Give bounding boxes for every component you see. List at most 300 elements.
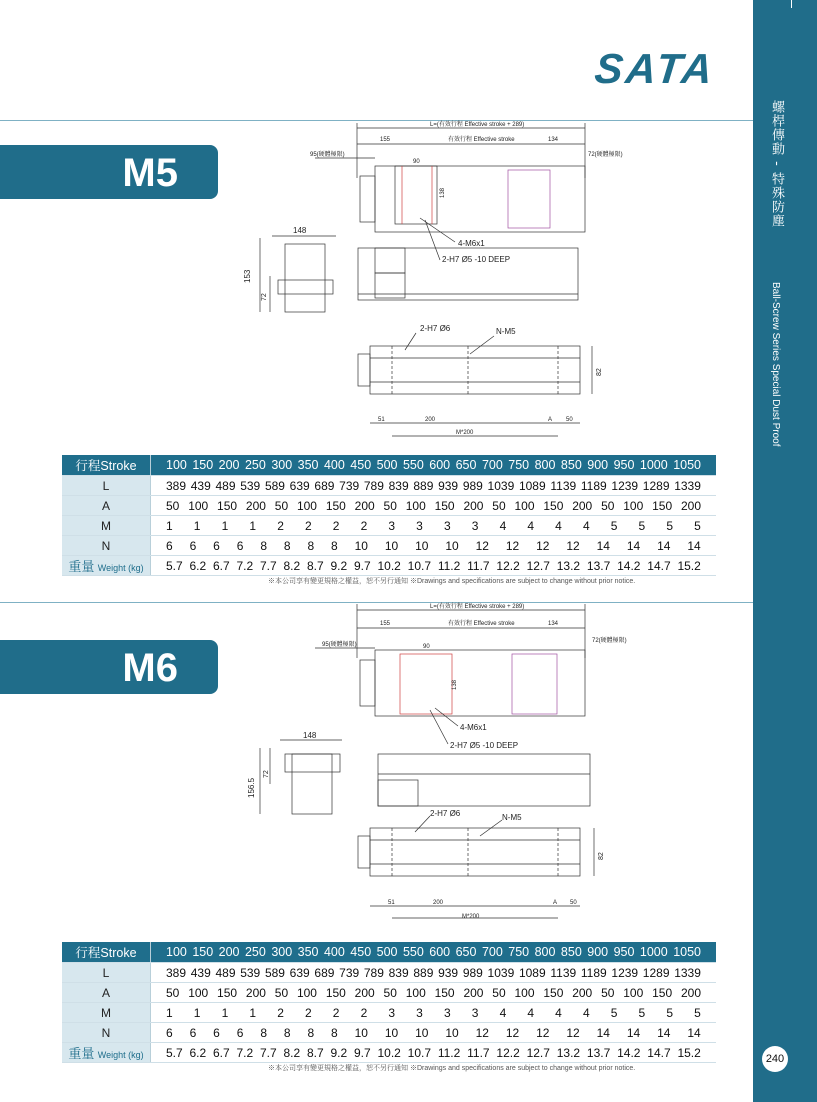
cell-value: 3 <box>416 518 423 533</box>
cell-value: 150 <box>325 985 346 1000</box>
dim-m200: M*200 <box>462 914 480 920</box>
cell-value: 8 <box>307 1025 315 1040</box>
cell-value: 2 <box>277 518 284 533</box>
cell-value: 150 <box>543 498 564 513</box>
cell-value: 8.2 <box>283 558 301 573</box>
dim-200: 200 <box>425 417 436 423</box>
cell-value: 5 <box>610 1005 618 1020</box>
dim-72-limit: 72(硬體極限) <box>588 152 623 158</box>
cell-value: 9.2 <box>330 558 348 573</box>
dim-effective-stroke: 有效行程 Effective stroke <box>448 621 515 627</box>
cell-value: 550 <box>402 945 424 959</box>
cell-value: 100 <box>296 498 317 513</box>
dim-72-limit: 72(硬體極限) <box>592 638 627 644</box>
cell-value: 100 <box>188 985 209 1000</box>
cell-value: 1 <box>193 518 201 533</box>
cell-value: 589 <box>264 965 285 980</box>
cell-value: 1039 <box>487 965 515 980</box>
spec-row <box>62 476 716 496</box>
cell-value: 6 <box>166 1025 173 1040</box>
cell-value: 539 <box>240 478 261 493</box>
m5-drawing <box>230 118 623 448</box>
dim-134: 134 <box>548 621 559 627</box>
cell-value: 8 <box>283 538 291 553</box>
cell-value: 50 <box>274 985 289 1000</box>
cell-value: 50 <box>166 498 180 513</box>
cell-value: 1189 <box>580 965 607 980</box>
dim-138: 138 <box>452 679 458 690</box>
cell-value: 11.7 <box>467 1045 490 1060</box>
cell-value: 2 <box>360 518 368 533</box>
cell-value: 300 <box>271 945 293 959</box>
cell-value: 14 <box>596 1025 610 1040</box>
cell-value: 8 <box>260 1025 267 1040</box>
label-pin-h7-6: 2-H7 Ø6 <box>430 809 461 818</box>
cell-value: 14.7 <box>647 558 671 573</box>
cell-value: 12.2 <box>496 558 520 573</box>
cell-value: 50 <box>274 498 289 513</box>
dim-148: 148 <box>303 731 317 740</box>
cell-value: 13.7 <box>586 1045 611 1060</box>
cell-value: 4 <box>555 518 562 533</box>
cell-value: 1289 <box>642 478 670 493</box>
spec-row <box>62 1023 716 1043</box>
row-label <box>62 1043 151 1063</box>
cell-value: 1 <box>221 1005 229 1020</box>
cell-value: 1 <box>221 518 229 533</box>
label-mount-holes: 4-M6x1 <box>460 723 487 732</box>
label-n-m5: N-M5 <box>502 813 522 822</box>
cell-value: 50 <box>166 985 180 1000</box>
cell-value: 200 <box>680 985 701 1000</box>
cell-value: 10 <box>384 1025 399 1040</box>
cell-value: 50 <box>492 985 506 1000</box>
sidebar-title-en: Ball-Screw Series Special Dust Proof <box>770 282 781 447</box>
dim-overall-length: L=(有效行程 Effective stroke + 289) <box>430 122 525 128</box>
m6-height-dim: 156.5 <box>247 777 256 798</box>
cell-value: 6 <box>166 538 173 553</box>
cell-value: 5 <box>638 1005 646 1020</box>
cell-value: 5 <box>666 1005 674 1020</box>
cell-value: 11.2 <box>437 558 461 573</box>
cell-value: 2 <box>304 1005 312 1020</box>
label-pin-holes: 2-H7 Ø5 -10 DEEP <box>450 741 519 750</box>
cell-value: 739 <box>339 965 360 980</box>
cell-value: 389 <box>166 965 187 980</box>
cell-value: 7.2 <box>236 558 254 573</box>
spec-row <box>62 455 716 476</box>
cell-value: 3 <box>416 1005 423 1020</box>
cell-value: 6.7 <box>213 558 230 573</box>
dim-51: 51 <box>378 417 385 423</box>
cell-value: 4 <box>555 1005 562 1020</box>
label-mount-holes: 4-M6x1 <box>458 239 485 248</box>
cell-value: 3 <box>388 1005 396 1020</box>
spec-table-m5 <box>62 455 716 576</box>
cell-value: 6.7 <box>213 1045 230 1060</box>
cell-value: 639 <box>289 965 310 980</box>
cell-value: 1050 <box>673 945 701 959</box>
cell-value: 3 <box>471 518 479 533</box>
cell-value: 4 <box>527 1005 535 1020</box>
dim-50: 50 <box>566 417 573 423</box>
cell-value: 100 <box>514 985 535 1000</box>
cell-value: 9.7 <box>354 558 371 573</box>
cell-value: 600 <box>429 945 451 959</box>
model-title: M6 <box>122 646 178 690</box>
cell-value: 150 <box>652 498 673 513</box>
cell-value: 900 <box>587 458 609 472</box>
spec-row <box>62 536 716 556</box>
cell-value: 10 <box>415 538 429 553</box>
cell-value: 5 <box>638 518 646 533</box>
page-number: 240 <box>762 1046 788 1072</box>
cell-value: 989 <box>462 965 483 980</box>
row-label: L <box>62 476 151 496</box>
cell-value: 589 <box>264 478 285 493</box>
cell-value: 100 <box>296 985 317 1000</box>
dim-200: 200 <box>433 900 444 906</box>
cell-value: 5.7 <box>166 1045 183 1060</box>
cell-value: 14 <box>687 1025 701 1040</box>
dim-82: 82 <box>598 852 605 860</box>
cell-value: 3 <box>388 518 396 533</box>
cell-value: 8 <box>307 538 315 553</box>
cell-value: 6.2 <box>189 558 207 573</box>
cell-value: 8 <box>331 1025 338 1040</box>
cell-value: 300 <box>271 458 293 472</box>
cell-value: 200 <box>354 498 375 513</box>
cell-value: 200 <box>463 498 484 513</box>
cell-value: 12.2 <box>496 1045 520 1060</box>
cell-value: 50 <box>383 985 397 1000</box>
cell-value: 10 <box>354 538 368 553</box>
row-label: 行程Stroke <box>62 942 151 963</box>
cell-value: 11.7 <box>467 558 490 573</box>
cell-value: 200 <box>463 985 484 1000</box>
cell-value: 1 <box>249 1005 257 1020</box>
cell-value: 14 <box>596 538 610 553</box>
cell-value: 9.7 <box>354 1045 371 1060</box>
cell-value: 10 <box>445 538 459 553</box>
cell-value: 150 <box>434 498 455 513</box>
cell-value: 800 <box>534 945 556 959</box>
cell-value: 2 <box>332 1005 340 1020</box>
cell-value: 150 <box>192 945 214 959</box>
cell-value: 1339 <box>674 478 701 493</box>
cell-value: 439 <box>190 965 211 980</box>
cell-value: 750 <box>508 945 530 959</box>
dim-overall-length: L=(有效行程 Effective stroke + 289) <box>430 604 525 610</box>
cell-value: 4 <box>582 518 590 533</box>
cell-value: 11.2 <box>437 1045 461 1060</box>
cell-value: 14 <box>626 1025 641 1040</box>
cell-value: 12.7 <box>526 558 550 573</box>
cell-value: 100 <box>166 945 187 959</box>
cell-value: 100 <box>623 498 644 513</box>
dim-155: 155 <box>380 621 391 627</box>
dim-155: 155 <box>380 137 391 143</box>
cell-value: 6.2 <box>189 1045 207 1060</box>
cell-value: 12 <box>566 1025 580 1040</box>
dim-a: A <box>553 900 558 906</box>
cell-value: 2 <box>332 518 340 533</box>
cell-value: 789 <box>363 965 384 980</box>
cell-value: 5 <box>610 518 618 533</box>
notice: ※本公司享有變更規格之權益，恕不另行通知 ※Drawings and specifications are subject to change without prior notice. <box>268 1065 636 1072</box>
cell-value: 13.2 <box>556 1045 581 1060</box>
cell-value: 10 <box>445 1025 459 1040</box>
cell-value: 3 <box>443 518 451 533</box>
cell-value: 1289 <box>642 965 670 980</box>
spec-row <box>62 983 716 1003</box>
cell-value: 1 <box>166 1005 173 1020</box>
cell-value: 150 <box>434 985 455 1000</box>
cell-value: 6 <box>189 538 197 553</box>
cell-value: 15.2 <box>677 558 701 573</box>
cell-value: 12.7 <box>526 1045 550 1060</box>
cell-value: 489 <box>215 478 236 493</box>
cell-value: 900 <box>587 945 609 959</box>
dim-51: 51 <box>388 900 395 906</box>
cell-value: 10 <box>384 538 399 553</box>
cell-value: 400 <box>323 458 345 472</box>
cell-value: 1039 <box>487 478 515 493</box>
cell-value: 2 <box>304 518 312 533</box>
dim-72: 72 <box>263 770 270 778</box>
cell-value: 1000 <box>639 458 668 472</box>
cell-value: 6 <box>236 538 244 553</box>
cell-value: 989 <box>462 478 483 493</box>
spec-row <box>62 516 716 536</box>
cell-value: 950 <box>613 458 635 472</box>
cell-value: 100 <box>623 985 644 1000</box>
cell-value: 14 <box>657 1025 671 1040</box>
row-label: M <box>62 516 151 536</box>
dim-effective-stroke: 有效行程 Effective stroke <box>448 137 515 143</box>
row-label: M <box>62 1003 151 1023</box>
cell-value: 2 <box>277 1005 284 1020</box>
spec-row <box>62 556 716 576</box>
dim-148: 148 <box>293 226 307 235</box>
cell-value: 8 <box>260 538 267 553</box>
cell-value: 350 <box>297 945 319 959</box>
cell-value: 889 <box>413 478 434 493</box>
cell-value: 639 <box>289 478 310 493</box>
dim-90: 90 <box>423 644 430 650</box>
cell-value: 14 <box>657 538 671 553</box>
dim-90: 90 <box>413 159 420 165</box>
cell-value: 8.7 <box>307 558 324 573</box>
dim-72: 72 <box>261 293 268 301</box>
cell-value: 789 <box>363 478 384 493</box>
cell-value: 13.7 <box>586 558 611 573</box>
spec-row <box>62 1003 716 1023</box>
cell-value: 500 <box>376 945 398 959</box>
cell-value: 15.2 <box>677 1045 701 1060</box>
cell-value: 489 <box>215 965 236 980</box>
cell-value: 450 <box>350 945 372 959</box>
cell-value: 4 <box>582 1005 590 1020</box>
cell-value: 100 <box>405 498 426 513</box>
cell-value: 14.2 <box>617 1045 641 1060</box>
dim-50: 50 <box>570 900 577 906</box>
row-label-en: Weight (kg) <box>97 1050 144 1060</box>
cell-value: 3 <box>443 1005 451 1020</box>
cell-value: 1 <box>166 518 173 533</box>
cell-value: 600 <box>429 458 451 472</box>
cell-value: 1139 <box>550 965 577 980</box>
cell-value: 200 <box>245 498 266 513</box>
cell-value: 1 <box>249 518 257 533</box>
cell-value: 50 <box>492 498 506 513</box>
notice: ※本公司享有變更規格之權益，恕不另行通知 ※Drawings and specifications are subject to change without prior notice. <box>268 578 636 585</box>
cell-value: 12 <box>536 1025 550 1040</box>
cell-value: 10.2 <box>377 1045 401 1060</box>
cell-value: 550 <box>402 458 424 472</box>
sidebar-title-zh: 螺桿傳動 - 特殊防塵 <box>769 100 784 228</box>
cell-value: 12 <box>475 1025 489 1040</box>
cell-value: 700 <box>481 458 503 472</box>
cell-value: 1239 <box>611 965 639 980</box>
cell-value: 12 <box>505 538 520 553</box>
cell-value: 5 <box>694 518 701 533</box>
cell-value: 10 <box>415 1025 429 1040</box>
cell-value: 6 <box>213 538 220 553</box>
cell-value: 850 <box>560 458 582 472</box>
cell-value: 950 <box>613 945 635 959</box>
cell-value: 689 <box>314 965 335 980</box>
cell-value: 839 <box>388 478 409 493</box>
model-title: M5 <box>122 151 178 195</box>
row-label <box>62 556 151 576</box>
cell-value: 650 <box>455 945 477 959</box>
cell-value: 250 <box>244 945 266 959</box>
cell-value: 1 <box>193 1005 201 1020</box>
cell-value: 150 <box>543 985 564 1000</box>
dim-95: 95(硬體極限) <box>322 642 357 648</box>
cell-value: 200 <box>245 985 266 1000</box>
cell-value: 10 <box>354 1025 368 1040</box>
cell-value: 100 <box>188 498 209 513</box>
cell-value: 8 <box>331 538 338 553</box>
row-label: N <box>62 536 151 556</box>
cell-value: 50 <box>601 498 615 513</box>
label-pin-h7-6: 2-H7 Ø6 <box>420 324 451 333</box>
cell-value: 50 <box>383 498 397 513</box>
cell-value: 12 <box>566 538 580 553</box>
cell-value: 14 <box>687 538 701 553</box>
cell-value: 14.7 <box>647 1045 671 1060</box>
cell-value: 50 <box>601 985 615 1000</box>
cell-value: 2 <box>360 1005 368 1020</box>
brand-logo: SATA <box>592 45 718 92</box>
cell-value: 200 <box>218 945 240 959</box>
cell-value: 200 <box>572 985 593 1000</box>
dim-m200: M*200 <box>456 430 474 436</box>
cell-value: 939 <box>438 478 459 493</box>
cell-value: 8 <box>283 1025 291 1040</box>
cell-value: 200 <box>218 458 240 472</box>
cell-value: 700 <box>481 945 503 959</box>
cell-value: 539 <box>240 965 261 980</box>
cell-value: 100 <box>514 498 535 513</box>
cell-value: 150 <box>217 498 238 513</box>
dim-82: 82 <box>596 368 603 376</box>
spec-row <box>62 496 716 516</box>
cell-value: 9.2 <box>330 1045 348 1060</box>
row-label: A <box>62 983 151 1003</box>
cell-value: 650 <box>455 458 477 472</box>
row-label-zh: 重量 <box>68 1046 95 1061</box>
cell-value: 1339 <box>674 965 701 980</box>
cell-value: 4 <box>527 518 535 533</box>
label-pin-holes: 2-H7 Ø5 -10 DEEP <box>442 255 511 264</box>
dim-a: A <box>548 417 553 423</box>
cell-value: 1089 <box>518 478 546 493</box>
cell-value: 200 <box>572 498 593 513</box>
cell-value: 850 <box>560 945 582 959</box>
row-label-zh: 重量 <box>68 559 95 574</box>
row-label-en: Weight (kg) <box>97 563 144 573</box>
cell-value: 1000 <box>639 945 668 959</box>
cell-value: 13.2 <box>556 558 581 573</box>
cell-value: 800 <box>534 458 556 472</box>
cell-value: 3 <box>471 1005 479 1020</box>
dim-95: 95(硬體極限) <box>310 152 345 158</box>
cell-value: 8.7 <box>307 1045 324 1060</box>
cell-value: 12 <box>475 538 489 553</box>
spec-row <box>62 1043 716 1063</box>
cell-value: 400 <box>323 945 345 959</box>
cell-value: 1239 <box>611 478 639 493</box>
cell-value: 1139 <box>550 478 577 493</box>
dim-138: 138 <box>440 187 446 198</box>
cell-value: 450 <box>350 458 372 472</box>
cell-value: 6 <box>213 1025 220 1040</box>
cell-value: 5 <box>666 518 674 533</box>
cell-value: 150 <box>652 985 673 1000</box>
cell-value: 6 <box>236 1025 244 1040</box>
cell-value: 10.2 <box>377 558 401 573</box>
cell-value: 12 <box>505 1025 520 1040</box>
cell-value: 10.7 <box>407 558 432 573</box>
row-label: A <box>62 496 151 516</box>
cell-value: 1050 <box>673 458 701 472</box>
cell-value: 10.7 <box>407 1045 432 1060</box>
cell-value: 14 <box>626 538 641 553</box>
cell-value: 5 <box>694 1005 701 1020</box>
cell-value: 739 <box>339 478 360 493</box>
cell-value: 389 <box>166 478 187 493</box>
cell-value: 939 <box>438 965 459 980</box>
label-n-m5: N-M5 <box>496 327 516 336</box>
m6-drawing <box>230 598 627 928</box>
cell-value: 7.7 <box>260 1045 277 1060</box>
row-label: L <box>62 963 151 983</box>
cell-value: 14.2 <box>617 558 641 573</box>
cell-value: 839 <box>388 965 409 980</box>
cell-value: 689 <box>314 478 335 493</box>
cell-value: 150 <box>192 458 214 472</box>
cell-value: 150 <box>325 498 346 513</box>
cell-value: 200 <box>354 985 375 1000</box>
cell-value: 4 <box>499 1005 507 1020</box>
dim-134: 134 <box>548 137 559 143</box>
cell-value: 150 <box>217 985 238 1000</box>
cell-value: 1089 <box>518 965 546 980</box>
cell-value: 350 <box>297 458 319 472</box>
